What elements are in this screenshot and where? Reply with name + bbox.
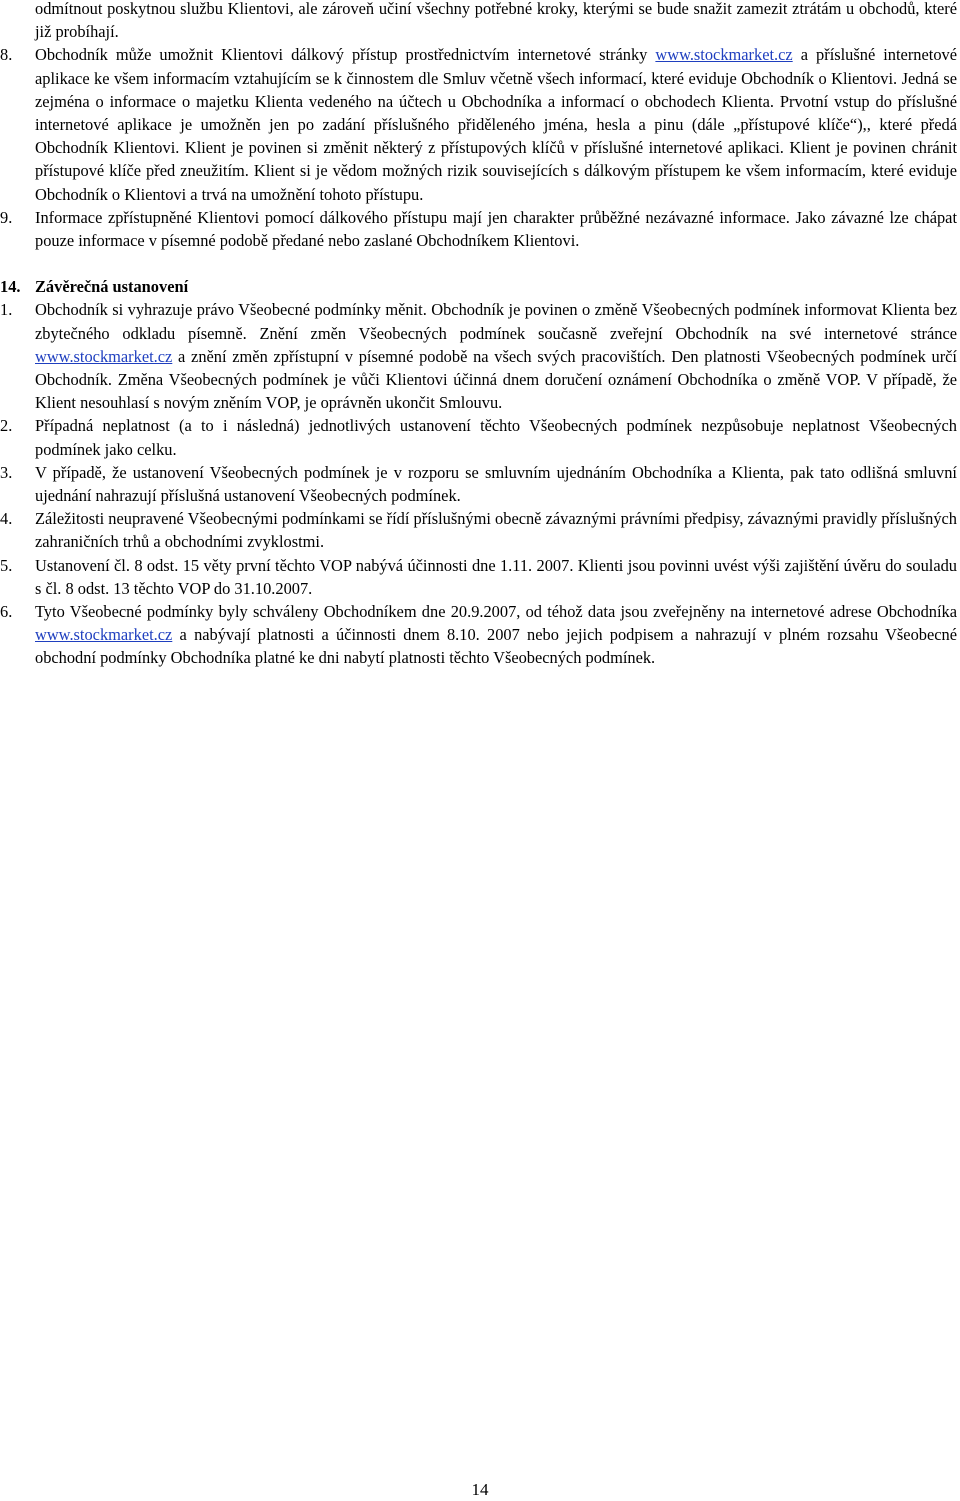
list-number: 1. (0, 300, 13, 320)
list-text: Obchodník může umožnit Klientovi dálkový přístup prostřednictvím internetové stránky (35, 45, 656, 65)
list-text-cont: a nabývají platnosti a účinnosti dnem 8.10. 2007 nebo jejich podpisem a nahrazují v plném rozsahu Všeobecné obchodní podmínky Obchodníka platné ke dni nabytí platnosti těchto Všeobecných podmínek. (35, 625, 957, 668)
list-item-1 (0, 298, 960, 414)
list-item-8 (0, 43, 960, 205)
list-number: 6. (0, 602, 13, 622)
list-item-9 (0, 206, 960, 252)
intro-paragraph (0, 0, 960, 43)
stockmarket-link[interactable]: www.stockmarket.cz (655, 45, 793, 65)
section-title: Závěrečná ustanovení (35, 277, 189, 297)
list-item-5 (0, 554, 960, 600)
list-number: 2. (0, 416, 13, 436)
intro-text: odmítnout poskytnou službu Klientovi, ale zároveň učiní všechny potřebné kroky, kterými se bude snažit zamezit ztrátám u obchodů, které již probíhají. (35, 0, 957, 42)
list-text: Obchodník si vyhrazuje právo Všeobecné podmínky měnit. Obchodník je povinen o změně Všeobecných podmínek informovat Klienta bez zbytečného odkladu písemně. Znění změn Všeobecných podmínek současně zveřejní Obchodník na své internetové stránce (35, 300, 957, 343)
list-item-6 (0, 600, 960, 670)
list-number: 8. (0, 45, 13, 65)
list-text: Ustanovení čl. 8 odst. 15 věty první těchto VOP nabývá účinnosti dne 1.11. 2007. Klienti jsou povinni uvést výši zajištění úvěru do souladu s čl. 8 odst. 13 těchto VOP do 31.10.2007. (35, 555, 957, 598)
list-number: 5. (0, 555, 13, 575)
list-text-cont: a znění změn zpřístupní v písemné podobě na všech svých pracovištích. Den platnosti Všeobecných podmínek určí Obchodník. Změna Všeobecných podmínek je vůči Klientovi účinná dnem doručení oznámení Obchodníka o změně VOP. V případě, že Klient nesouhlasí s novým zněním VOP, je oprávněn ukončit Smlouvu. (35, 346, 957, 413)
list-number: 3. (0, 462, 13, 482)
stockmarket-link[interactable]: www.stockmarket.cz (35, 625, 173, 645)
list-item-4 (0, 507, 960, 553)
section-heading (0, 275, 960, 298)
list-number: 4. (0, 509, 13, 529)
page-number: 14 (471, 1480, 489, 1499)
section-number: 14. (0, 277, 21, 297)
list-item-2 (0, 414, 960, 460)
list-item-3 (0, 461, 960, 507)
list-text: Záležitosti neupravené Všeobecnými podmínkami se řídí příslušnými obecně závaznými právními předpisy, závaznými pravidly příslušných zahraničních trhů a obchodními zvyklostmi. (35, 509, 957, 552)
list-text: Informace zpřístupněné Klientovi pomocí dálkového přístupu mají jen charakter průběžné nezávazné informace. Jako závazné lze chápat pouze informace v písemné podobě předané nebo zaslané Obchodníkem Klientovi. (35, 207, 957, 251)
list-text-cont: a příslušné internetové aplikace ke všem informacím vztahujícím se k činnostem dle Smluv včetně všech informací, které eviduje Obchodník o Klientovi. Jedná se zejména o informace o majetku Klienta vedeného na účtech u Obchodníka a informací o obchodech Klienta. Prvotní vstup do příslušné internetové aplikace je umožněn jen po zadání příslušného přiděleného jména, hesla a pinu (dále „přístupové klíče“),, které předá Obchodník Klientovi. Klient je povinen si změnit některý z přístupových klíčů v příslušné internetové aplikaci. Klient je povinen chránit přístupové klíče před zneužitím. Klient si je vědom možných rizik souvisejících s dálkovým přístupem ke všem informacím, které eviduje Obchodník o Klientovi a trvá na umožnění tohoto přístupu. (35, 45, 957, 204)
list-number: 9. (0, 207, 13, 227)
document-page (0, 0, 960, 670)
stockmarket-link[interactable]: www.stockmarket.cz (35, 346, 173, 366)
list-text: Případná neplatnost (a to i následná) jednotlivých ustanovení těchto Všeobecných podmínek nezpůsobuje neplatnost Všeobecných podmínek jako celku. (35, 416, 957, 459)
list-text: V případě, že ustanovení Všeobecných podmínek je v rozporu se smluvním ujednáním Obchodníka a Klienta, pak tato odlišná smluvní ujednání nahrazují příslušná ustanovení Všeobecných podmínek. (35, 462, 957, 506)
list-text: Tyto Všeobecné podmínky byly schváleny Obchodníkem dne 20.9.2007, od téhož data jsou zveřejněny na internetové adrese Obchodníka (35, 602, 957, 622)
